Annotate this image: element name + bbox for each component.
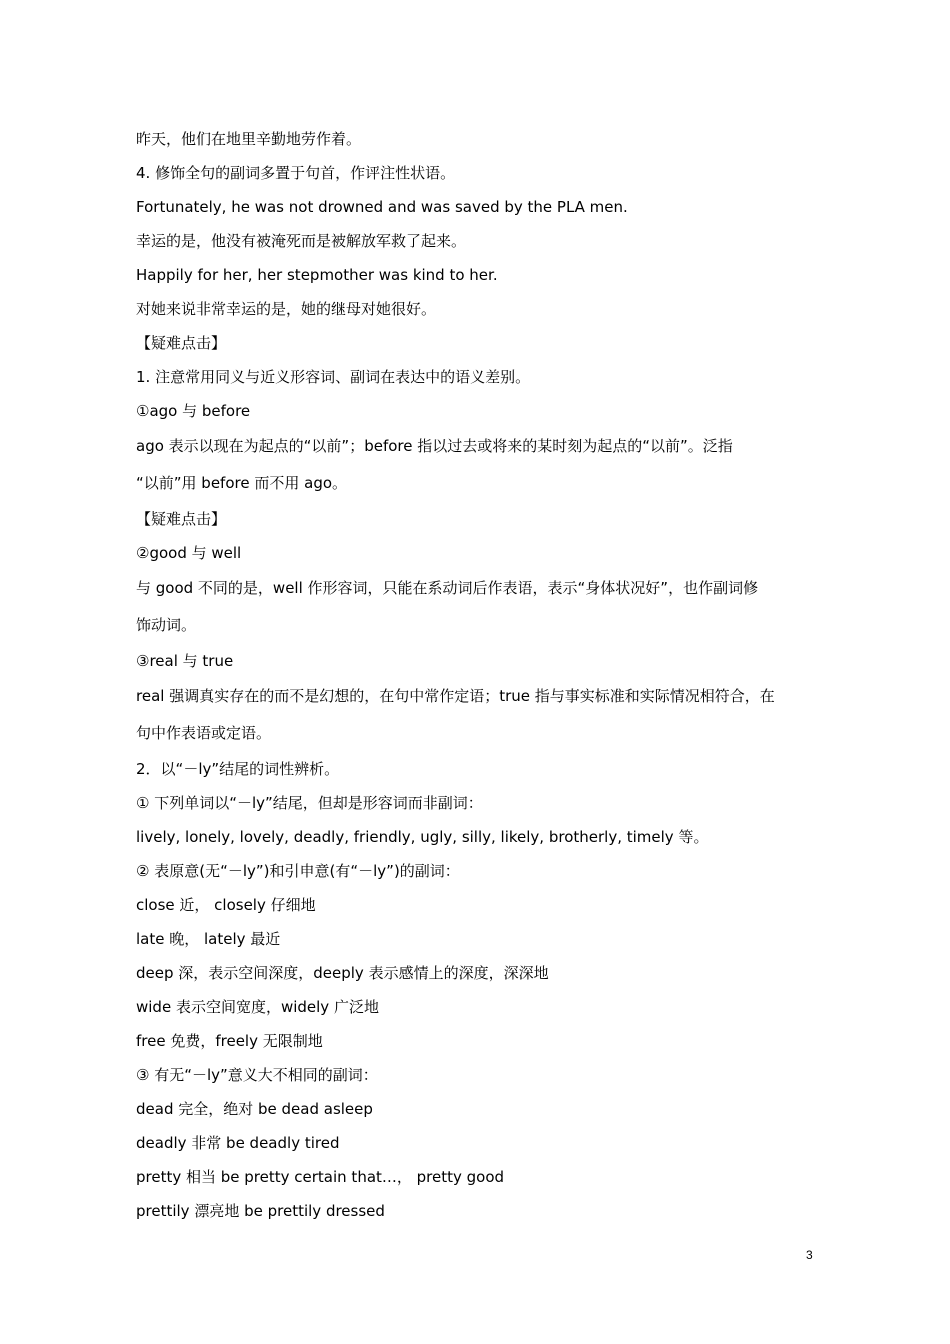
word-example: pretty 相当 be pretty certain that…， pretty good	[136, 1168, 505, 1186]
section-heading: 4. 修饰全句的副词多置于句首，作评注性状语。	[136, 164, 456, 182]
example-sentence: Fortunately, he was not drowned and was saved by the PLA men.	[136, 198, 628, 216]
document-body	[136, 122, 816, 1228]
page-number: 3	[806, 1248, 813, 1262]
section-heading: 1. 注意常用同义与近义形容词、副词在表达中的语义差别。	[136, 368, 531, 386]
section-heading: 2．以“－ly”结尾的词性辨析。	[136, 760, 340, 778]
subsection-heading: ①ago 与 before	[136, 402, 251, 420]
paragraph-line: “以前”用 before 而不用 ago。	[136, 474, 348, 492]
word-pair: late 晚， lately 最近	[136, 930, 281, 948]
paragraph-line: 句中作表语或定语。	[136, 724, 272, 742]
word-pair: free 免费，freely 无限制地	[136, 1032, 323, 1050]
paragraph-line: 与 good 不同的是，well 作形容词，只能在系动词后作表语，表示“身体状况好”，也作副词修	[136, 579, 759, 597]
word-example: deadly 非常 be deadly tired	[136, 1134, 340, 1152]
paragraph-line: ago 表示以现在为起点的“以前”；before 指以过去或将来的某时刻为起点的“以前”。泛指	[136, 437, 733, 455]
paragraph-line: real 强调真实存在的而不是幻想的，在句中常作定语；true 指与事实标准和实际情况相符合，在	[136, 687, 775, 705]
subsection-heading: ② 表原意(无“－ly”)和引申意(有“－ly”)的副词：	[136, 862, 460, 880]
paragraph-line: 饰动词。	[136, 616, 197, 634]
word-pair: deep 深，表示空间深度，deeply 表示感情上的深度，深深地	[136, 964, 549, 982]
subsection-heading: ① 下列单词以“－ly”结尾，但却是形容词而非副词：	[136, 794, 483, 812]
word-pair: close 近， closely 仔细地	[136, 896, 316, 914]
subsection-heading: ③ 有无“－ly”意义大不相同的副词：	[136, 1066, 378, 1084]
example-sentence: Happily for her, her stepmother was kind to her.	[136, 266, 498, 284]
word-list: lively, lonely, lovely, deadly, friendly, ugly, silly, likely, brotherly, timely 等。	[136, 828, 709, 846]
section-heading: 【疑难点击】	[136, 510, 227, 528]
translation: 幸运的是，他没有被淹死而是被解放军救了起来。	[136, 232, 467, 250]
section-heading: 【疑难点击】	[136, 334, 227, 352]
word-example: dead 完全，绝对 be dead asleep	[136, 1100, 373, 1118]
subsection-heading: ②good 与 well	[136, 544, 242, 562]
subsection-heading: ③real 与 true	[136, 652, 234, 670]
translation: 对她来说非常幸运的是，她的继母对她很好。	[136, 300, 437, 318]
text-line: 昨天，他们在地里辛勤地劳作着。	[136, 130, 362, 148]
word-example: prettily 漂亮地 be prettily dressed	[136, 1202, 385, 1220]
word-pair: wide 表示空间宽度，widely 广泛地	[136, 998, 379, 1016]
